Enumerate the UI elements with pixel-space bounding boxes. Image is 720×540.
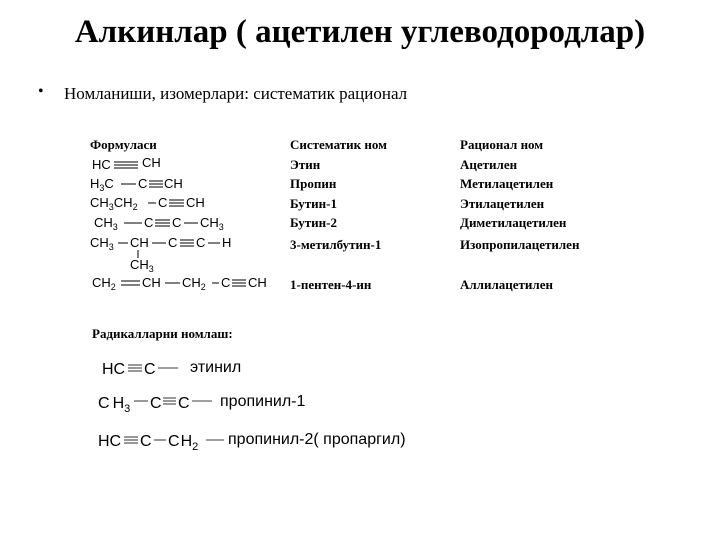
svg-text:CH: CH (248, 275, 267, 290)
formula-propyne (90, 176, 183, 193)
structural-formulas (88, 156, 288, 296)
radical-ethynyl (102, 361, 178, 378)
svg-text:C: C (196, 235, 206, 250)
svg-text:C: C (150, 395, 162, 412)
radical-name: пропинил-2( пропаргил) (228, 431, 406, 448)
svg-text:CH: CH (164, 176, 183, 191)
formula-3-methylbutyne-1 (90, 235, 231, 274)
header-formula: Формуласи (90, 137, 157, 152)
rational-name: Метилацетилен (460, 176, 554, 191)
radical-name: пропинил-1 (220, 393, 306, 410)
svg-text:HC: HC (102, 361, 126, 378)
svg-text:CH: CH (142, 156, 161, 170)
systematic-name: 1-пентен-4-ин (290, 277, 372, 292)
radicals-title: Радикалларни номлаш: (92, 326, 233, 341)
formula-1-penten-4-yne (92, 275, 267, 292)
systematic-name: 3-метилбутин-1 (290, 237, 382, 252)
svg-text:H3C: $H_3C$ (90, 176, 114, 193)
svg-text:CH3: $CH_3$ (130, 257, 154, 274)
svg-text:C: C (221, 275, 231, 290)
rational-name: Ацетилен (460, 157, 518, 172)
svg-text:H: H (222, 235, 232, 250)
formula-ethyne (92, 156, 161, 172)
systematic-name: Этин (290, 157, 321, 172)
svg-text:CH3: $CH_3$ (90, 235, 114, 252)
svg-text:CH2: $CH_2$ (168, 433, 199, 453)
svg-text:CH2: $CH_2$ (92, 275, 116, 292)
radical-propynyl-2 (98, 433, 224, 453)
svg-text:C: C (144, 361, 156, 378)
svg-text:C: C (158, 195, 168, 210)
formula-butyne-1 (90, 195, 205, 212)
rational-name: Аллилацетилен (460, 277, 553, 292)
svg-text:CH: CH (130, 235, 149, 250)
systematic-name: Бутин-1 (290, 196, 337, 211)
rational-name: Диметилацетилен (460, 215, 567, 230)
svg-text:CH3: $CH_3$ (94, 215, 118, 232)
bullet-dot-icon: • (38, 83, 44, 100)
svg-text:CH3CH2: $CH_3CH_2$ (90, 195, 138, 212)
svg-text:C: C (178, 395, 190, 412)
radical-name: этинил (190, 359, 242, 376)
header-rational: Рационал ном (460, 137, 544, 152)
svg-text:CH3: C $H_3$ (98, 395, 131, 415)
rational-name: Этилацетилен (460, 196, 545, 211)
svg-text:C: C (168, 235, 178, 250)
radical-propynyl-1 (98, 395, 212, 415)
svg-text:C: C (172, 215, 182, 230)
svg-text:C: C (144, 215, 154, 230)
svg-text:C: C (140, 433, 152, 450)
formula-butyne-2 (94, 215, 224, 232)
svg-text:CH3: $CH_3$ (200, 215, 224, 232)
systematic-name: Бутин-2 (290, 215, 337, 230)
radical-formulas (90, 350, 450, 460)
svg-text:CH: CH (142, 275, 161, 290)
bullet-text: Номланиши, изомерлари: систематик рационал (64, 84, 408, 103)
slide-title: Алкинлар ( ацетилен углеводородлар) (74, 14, 646, 50)
svg-text:HC: HC (98, 433, 122, 450)
svg-text:CH2: $CH_2$ (182, 275, 206, 292)
svg-text:CH: CH (186, 195, 205, 210)
svg-text:HC: HC (92, 157, 111, 172)
svg-text:C: C (138, 176, 148, 191)
header-systematic: Систематик ном (290, 137, 387, 152)
systematic-name: Пропин (290, 176, 337, 191)
rational-name: Изопропилацетилен (460, 237, 580, 252)
